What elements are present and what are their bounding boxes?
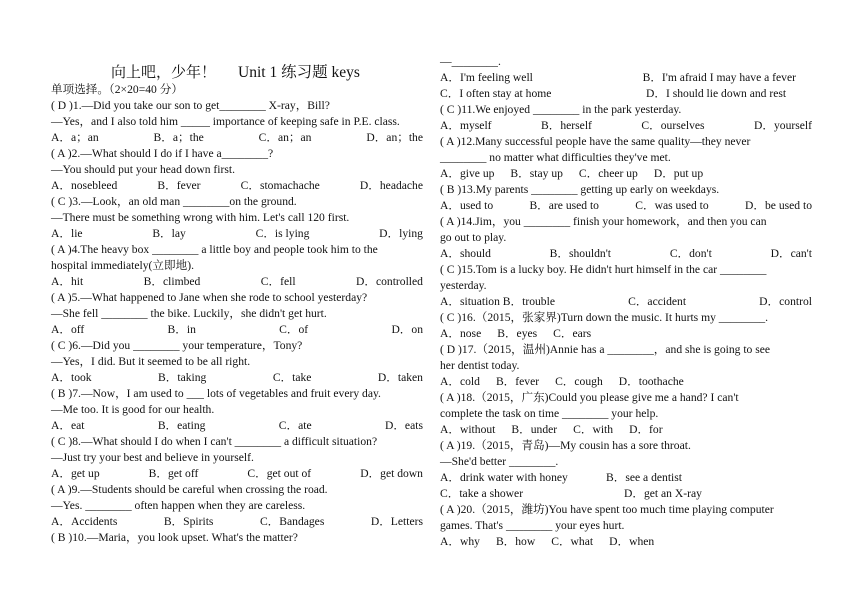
left-text-line: —Yes，and I also told him _____ importance of keeping safe in P.E. class. bbox=[51, 115, 400, 128]
answer-option: D．lying bbox=[379, 227, 423, 240]
answer-option: B．fever bbox=[157, 179, 201, 192]
left-text-line: ( C )3.—Look，an old man ________on the ground. bbox=[51, 195, 297, 208]
answer-option: A．off bbox=[51, 323, 85, 336]
answer-option: D．get down bbox=[360, 467, 423, 480]
answer-option: C．take bbox=[272, 371, 312, 384]
right-text-line: ( C )15.Tom is a lucky boy. He didn't hurt himself in the car ________ bbox=[440, 263, 767, 276]
answer-option: D．for bbox=[629, 423, 663, 436]
answer-option: B．see a dentist bbox=[606, 471, 682, 484]
left-text-line: —Yes，I did. But it seemed to be all right. bbox=[51, 355, 251, 368]
right-options-line bbox=[440, 118, 812, 134]
left-text-line: ( A )9.—Students should be careful when crossing the road. bbox=[51, 483, 328, 496]
answer-option: B．eating bbox=[157, 419, 206, 432]
left-options-line bbox=[51, 514, 423, 530]
left-text-line: —You should put your head down first. bbox=[51, 163, 235, 176]
left-options-line bbox=[51, 178, 423, 194]
answer-option: C．I often stay at home bbox=[440, 87, 552, 100]
answer-option: C．stomachache bbox=[240, 179, 320, 192]
answer-option: C．cheer up bbox=[578, 167, 638, 180]
answer-option: A．eat bbox=[51, 419, 85, 432]
right-options-line bbox=[440, 470, 812, 486]
left-options-line bbox=[51, 322, 423, 338]
right-text-line: ( B )13.My parents ________ getting up early on weekdays. bbox=[440, 183, 720, 196]
right-text-line: ( D )17.（2015，温州)Annie has a ________，and she is going to see bbox=[440, 343, 771, 356]
answer-option: D．eats bbox=[384, 419, 423, 432]
answer-option: D．an；the bbox=[366, 131, 423, 144]
left-options-line bbox=[51, 226, 423, 242]
right-options-line bbox=[440, 166, 812, 182]
left-text-line: —Yes. ________ often happen when they are careless. bbox=[51, 499, 306, 512]
left-text-line: ( A )2.—What should I do if I have a________? bbox=[51, 147, 274, 160]
right-options-line bbox=[440, 86, 812, 102]
right-text-line: go out to play. bbox=[440, 231, 507, 244]
answer-option: B．shouldn't bbox=[549, 247, 612, 260]
right-options-line bbox=[440, 374, 812, 390]
answer-option: A．Accidents bbox=[51, 515, 118, 528]
right-text-line: ( C )16.（2015，张家界)Turn down the music. It hurts my ________. bbox=[440, 311, 769, 324]
answer-option: B．how bbox=[495, 535, 536, 548]
answer-option: D．on bbox=[391, 323, 423, 336]
answer-option: C．ears bbox=[553, 327, 592, 340]
title-unit: Unit 1 练习题 keys bbox=[238, 64, 360, 81]
answer-option: D．put up bbox=[653, 167, 704, 180]
answer-option: C．fell bbox=[260, 275, 296, 288]
answer-option: A．lie bbox=[51, 227, 83, 240]
section-heading: 单项选择。（2×20=40 分） bbox=[51, 83, 183, 96]
answer-option: B．are used to bbox=[529, 199, 599, 212]
left-text-line: ( C )8.—What should I do when I can't ________ a difficult situation? bbox=[51, 435, 378, 448]
answer-option: D．yourself bbox=[754, 119, 812, 132]
answer-option: D．toothache bbox=[618, 375, 684, 388]
answer-option: C．accident bbox=[628, 295, 687, 308]
right-options-line bbox=[440, 422, 812, 438]
right-text-line: ( C )11.We enjoyed ________ in the park yesterday. bbox=[440, 103, 682, 116]
answer-option: D．controlled bbox=[356, 275, 423, 288]
answer-option: B．a；the bbox=[153, 131, 204, 144]
answer-option: B．fever bbox=[495, 375, 540, 388]
left-text-line: ( D )1.—Did you take our son to get________ X-ray，Bill? bbox=[51, 99, 330, 112]
right-options-line bbox=[440, 246, 812, 262]
answer-option: A．without bbox=[440, 423, 496, 436]
right-options-line bbox=[440, 294, 812, 310]
answer-option: A．myself bbox=[440, 119, 492, 132]
answer-option: D．headache bbox=[359, 179, 423, 192]
answer-option: C．what bbox=[551, 535, 594, 548]
left-text-line: ( B )7.—Now，I am used to ___ lots of vegetables and fruit every day. bbox=[51, 387, 381, 400]
left-text-line: ( A )5.—What happened to Jane when she rode to school yesterday? bbox=[51, 291, 368, 304]
answer-option: A．took bbox=[51, 371, 92, 384]
answer-option: C．take a shower bbox=[440, 487, 524, 500]
right-options-line bbox=[440, 70, 812, 86]
left-options-line bbox=[51, 466, 423, 482]
answer-option: B．herself bbox=[541, 119, 592, 132]
left-text-line: ( C )6.—Did you ________ your temperature，Tony? bbox=[51, 339, 303, 352]
answer-option: C．with bbox=[573, 423, 614, 436]
left-options-line bbox=[51, 274, 423, 290]
answer-option: B．stay up bbox=[510, 167, 563, 180]
answer-option: A．get up bbox=[51, 467, 100, 480]
answer-option: B．taking bbox=[158, 371, 207, 384]
answer-option: A．a；an bbox=[51, 131, 99, 144]
answer-option: A．drink water with honey bbox=[440, 471, 568, 484]
answer-option: A．why bbox=[440, 535, 480, 548]
answer-option: B．get off bbox=[148, 467, 199, 480]
answer-option: A．hit bbox=[51, 275, 84, 288]
right-options-line bbox=[440, 534, 812, 550]
left-text-line: —Just try your best and believe in yourself. bbox=[51, 451, 254, 464]
right-text-line: ( A )18.（2015，广东)Could you please give me a hand? I can't bbox=[440, 391, 739, 404]
right-text-line: —________. bbox=[440, 55, 501, 68]
left-options-line bbox=[51, 418, 423, 434]
left-column bbox=[51, 82, 423, 546]
left-text-line: ( A )4.The heavy box ________ a little boy and people took him to the bbox=[51, 243, 378, 256]
left-text-line: —Me too. It is good for our health. bbox=[51, 403, 215, 416]
right-text-line: her dentist today. bbox=[440, 359, 520, 372]
answer-option: A．should bbox=[440, 247, 491, 260]
answer-option: B．in bbox=[167, 323, 196, 336]
answer-option: A．give up bbox=[440, 167, 495, 180]
right-text-line: complete the task on time ________ your help. bbox=[440, 407, 659, 420]
answer-option: B．Spirits bbox=[163, 515, 214, 528]
answer-option: D．I should lie down and rest bbox=[646, 87, 787, 100]
answer-option: D．be used to bbox=[745, 199, 812, 212]
answer-option: A．I'm feeling well bbox=[440, 71, 533, 84]
answer-option: D．can't bbox=[770, 247, 812, 260]
answer-option: C．was used to bbox=[635, 199, 709, 212]
answer-option: D．Letters bbox=[370, 515, 423, 528]
right-text-line: yesterday. bbox=[440, 279, 487, 292]
left-options-line bbox=[51, 130, 423, 146]
left-text-line: hospital immediately(立即地). bbox=[51, 259, 194, 272]
right-options-line bbox=[440, 326, 812, 342]
left-text-line: —There must be something wrong with him. Let's call 120 first. bbox=[51, 211, 350, 224]
title-motto: 向上吧，少年！ bbox=[111, 65, 217, 81]
right-options-line bbox=[440, 486, 812, 502]
answer-option: C．ourselves bbox=[641, 119, 705, 132]
answer-option: B．climbed bbox=[143, 275, 201, 288]
answer-option: C．get out of bbox=[247, 467, 312, 480]
answer-option: C．an；an bbox=[258, 131, 312, 144]
answer-option: C．ate bbox=[278, 419, 312, 432]
answer-option: C．Bandages bbox=[259, 515, 325, 528]
right-text-line: —She'd better ________. bbox=[440, 455, 559, 468]
answer-option: C．of bbox=[279, 323, 309, 336]
right-text-line: ( A )19.（2015，青岛)—My cousin has a sore throat. bbox=[440, 439, 691, 452]
answer-option: B．I'm afraid I may have a fever bbox=[642, 71, 796, 84]
answer-option: A．cold bbox=[440, 375, 480, 388]
right-text-line: ( A )12.Many successful people have the same quality—they never bbox=[440, 135, 751, 148]
answer-option: A．situation B．trouble bbox=[440, 295, 555, 308]
document-title bbox=[111, 60, 360, 82]
answer-option: D．when bbox=[609, 535, 655, 548]
answer-option: C．don't bbox=[669, 247, 712, 260]
right-options-line bbox=[440, 198, 812, 214]
answer-option: D．control bbox=[759, 295, 812, 308]
right-text-line: ________ no matter what difficulties they've met. bbox=[440, 151, 671, 164]
answer-option: B．lay bbox=[152, 227, 186, 240]
left-options-line bbox=[51, 370, 423, 386]
answer-option: B．under bbox=[511, 423, 558, 436]
right-column bbox=[440, 54, 812, 550]
right-text-line: games. That's ________ your eyes hurt. bbox=[440, 519, 625, 532]
answer-option: C．is lying bbox=[255, 227, 310, 240]
answer-option: A．used to bbox=[440, 199, 494, 212]
answer-option: B．eyes bbox=[497, 327, 538, 340]
left-text-line: ( B )10.—Maria，you look upset. What's the matter? bbox=[51, 531, 298, 544]
answer-option: C．cough bbox=[555, 375, 603, 388]
right-text-line: ( A )20.（2015，潍坊)You have spent too much time playing computer bbox=[440, 503, 774, 516]
left-text-line: —She fell ________ the bike. Luckily，she didn't get hurt. bbox=[51, 307, 327, 320]
right-text-line: ( A )14.Jim，you ________ finish your homework，and then you can bbox=[440, 215, 767, 228]
answer-option: A．nose bbox=[440, 327, 482, 340]
answer-option: D．get an X-ray bbox=[624, 487, 702, 500]
answer-option: A．nosebleed bbox=[51, 179, 118, 192]
answer-option: D．taken bbox=[377, 371, 423, 384]
